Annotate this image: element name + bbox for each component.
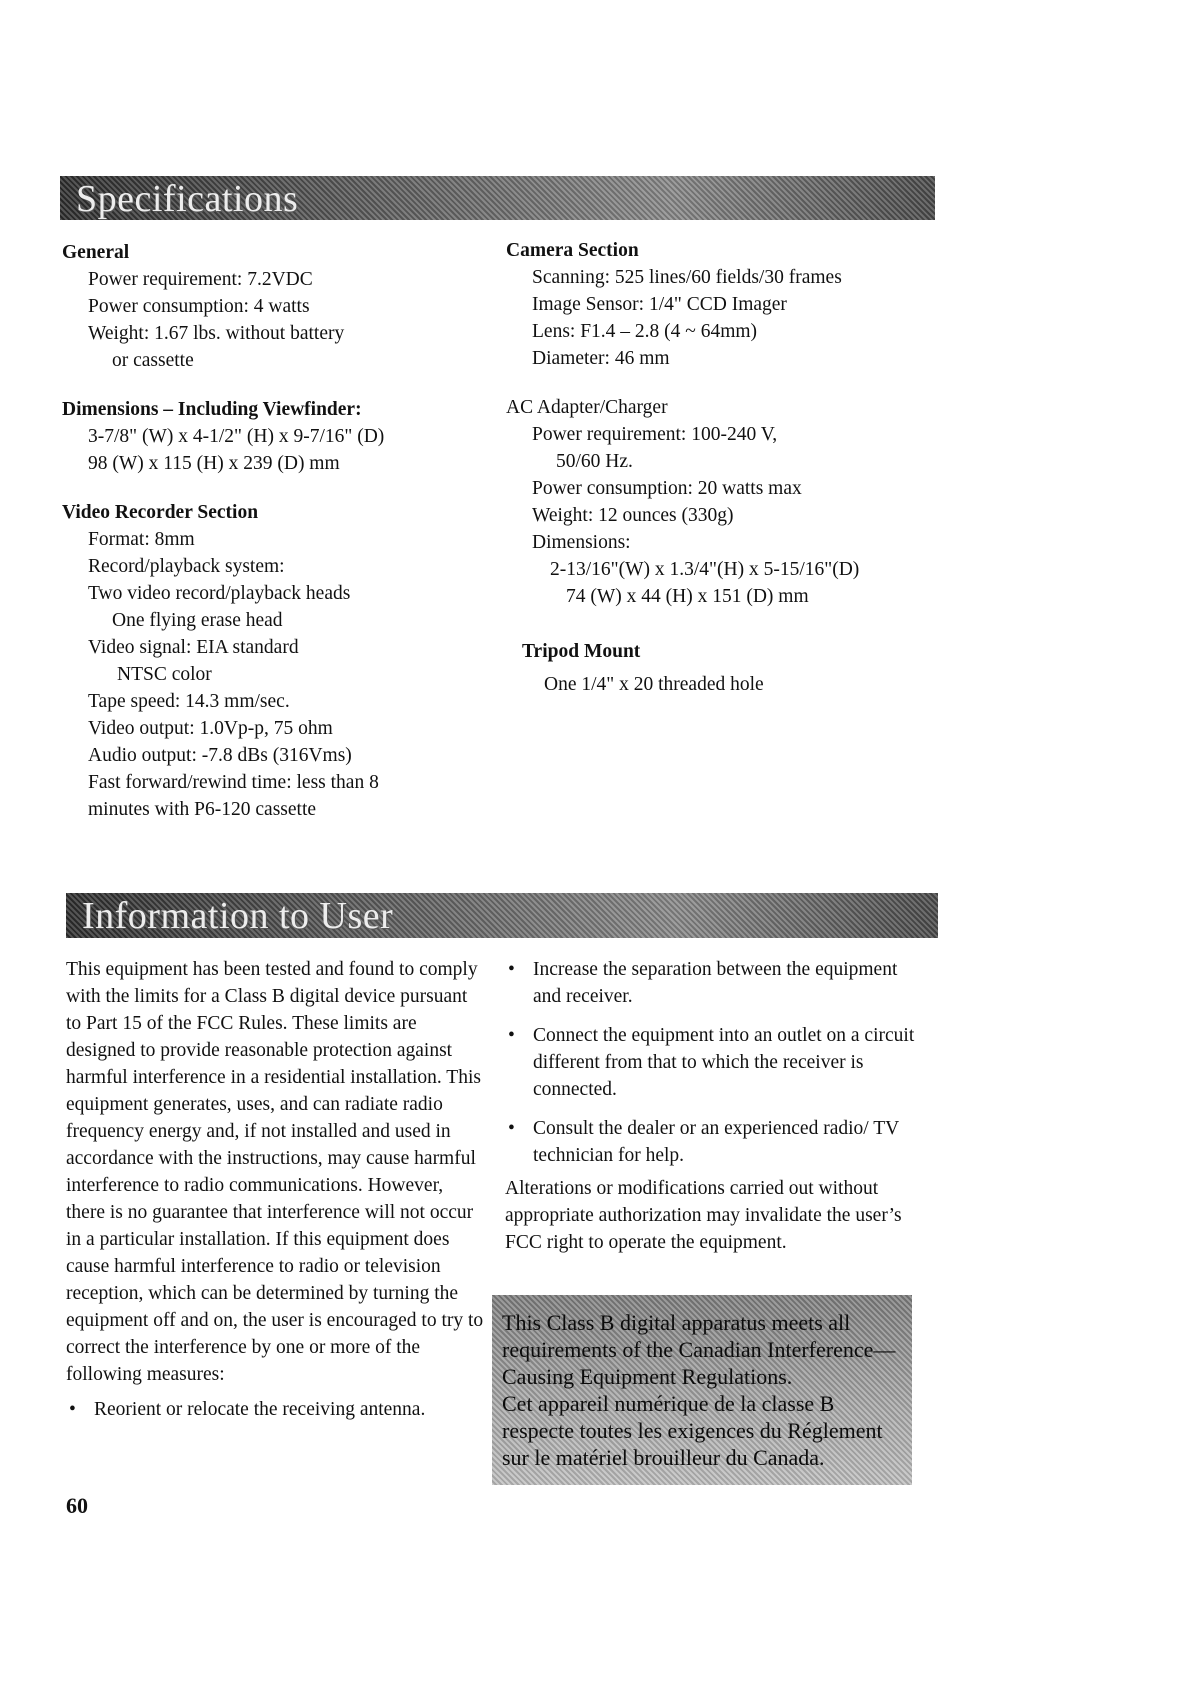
info-left-column: [66, 956, 486, 1435]
general-line: Power requirement: 7.2VDC: [88, 269, 313, 290]
measure-item: [66, 1396, 486, 1423]
video-recorder-line: NTSC color: [117, 664, 212, 685]
camera-line: Lens: F1.4 – 2.8 (4 ~ 64mm): [532, 321, 758, 342]
video-recorder-line: Video signal: EIA standard: [88, 637, 299, 658]
bullet-icon: •: [508, 1025, 515, 1046]
specifications-heading: Specifications: [76, 178, 299, 220]
video-recorder-title: Video Recorder Section: [62, 502, 259, 523]
adapter-line: Power consumption: 20 watts max: [532, 478, 802, 499]
video-recorder-line: One flying erase head: [112, 610, 283, 631]
dimensions-section: [62, 396, 502, 477]
specs-right-column: [506, 237, 926, 698]
measure-item: [505, 956, 925, 1010]
general-line: Power consumption: 4 watts: [88, 296, 310, 317]
adapter-line: 2-13/16"(W) x 1.3/4"(H) x 5-15/16"(D): [550, 559, 860, 580]
alterations-note: Alterations or modifications carried out without appropriate authorization may invalidate the user’s FCC right to operate the equipment.: [505, 1178, 902, 1253]
dimensions-line: 98 (W) x 115 (H) x 239 (D) mm: [88, 453, 340, 474]
camera-line: Diameter: 46 mm: [532, 348, 670, 369]
information-heading: Information to User: [82, 895, 394, 937]
general-line-cont: or cassette: [112, 350, 194, 371]
notice-french: Cet appareil numérique de la classe B respecte toutes les exigences du Réglement sur le matériel brouilleur du Canada.: [502, 1391, 883, 1470]
video-recorder-line: Format: 8mm: [88, 529, 195, 550]
measure-text: Consult the dealer or an experienced radio/ TV technician for help.: [533, 1118, 899, 1166]
bullet-icon: •: [508, 959, 515, 980]
adapter-line: Power requirement: 100-240 V,: [532, 424, 778, 445]
video-recorder-line: Fast forward/rewind time: less than 8: [88, 772, 379, 793]
bullet-icon: •: [69, 1399, 76, 1420]
general-section: [62, 239, 502, 374]
video-recorder-line: Two video record/playback heads: [88, 583, 351, 604]
measure-item: [505, 1022, 925, 1103]
page-number: 60: [66, 1493, 88, 1518]
tripod-title: Tripod Mount: [522, 641, 641, 662]
adapter-section: [506, 394, 926, 610]
adapter-line: Dimensions:: [532, 532, 631, 553]
general-line: Weight: 1.67 lbs. without battery: [88, 323, 345, 344]
tripod-line: One 1/4" x 20 threaded hole: [544, 674, 764, 695]
video-recorder-line: Audio output: -7.8 dBs (316Vms): [88, 745, 352, 766]
specifications-banner: [60, 176, 935, 220]
camera-section: [506, 237, 926, 372]
video-recorder-line: Video output: 1.0Vp-p, 75 ohm: [88, 718, 333, 739]
general-title: General: [62, 242, 130, 263]
dimensions-title: Dimensions – Including Viewfinder:: [62, 399, 362, 420]
adapter-line: 74 (W) x 44 (H) x 151 (D) mm: [566, 586, 809, 607]
measure-text: Increase the separation between the equipment and receiver.: [533, 959, 898, 1007]
camera-line: Image Sensor: 1/4" CCD Imager: [532, 294, 787, 315]
dimensions-line: 3-7/8" (W) x 4-1/2" (H) x 9-7/16" (D): [88, 426, 385, 447]
adapter-line: 50/60 Hz.: [556, 451, 633, 472]
camera-line: Scanning: 525 lines/60 fields/30 frames: [532, 267, 842, 288]
adapter-line: Weight: 12 ounces (330g): [532, 505, 734, 526]
video-recorder-line: Tape speed: 14.3 mm/sec.: [88, 691, 290, 712]
information-banner: [66, 893, 938, 938]
notice-english: This Class B digital apparatus meets all requirements of the Canadian Interference—Causing Equipment Regulations.: [502, 1310, 896, 1389]
adapter-title: AC Adapter/Charger: [506, 397, 668, 418]
camera-title: Camera Section: [506, 240, 639, 261]
measure-text: Reorient or relocate the receiving antenna.: [94, 1399, 426, 1420]
bullet-icon: •: [508, 1118, 515, 1139]
canadian-notice-box: [492, 1295, 912, 1485]
video-recorder-line: minutes with P6-120 cassette: [88, 799, 317, 820]
info-right-column: [505, 956, 925, 1256]
fcc-statement: This equipment has been tested and found to comply with the limits for a Class B digital device pursuant to Part 15 of the FCC Rules. These limits are designed to provide reasonable protection against harmful interference in a residential installation. This equipment generates, uses, and can radiate radio frequency energy and, if not installed and used in accordance with the instructions, may cause harmful interference to radio communications. However, there is no guarantee that interference will not occur in a particular installation. If this equipment does cause harmful interference to radio or television reception, which can be determined by turning the equipment off and on, the user is encouraged to try to correct the interference by one or more of the following measures:: [66, 959, 484, 1385]
measure-text: Connect the equipment into an outlet on a circuit different from that to which the receiver is connected.: [533, 1025, 915, 1100]
video-recorder-section: [62, 499, 502, 823]
tripod-section: [506, 638, 926, 698]
video-recorder-line: Record/playback system:: [88, 556, 285, 577]
measure-item: [505, 1115, 925, 1169]
specs-left-column: [62, 239, 502, 823]
